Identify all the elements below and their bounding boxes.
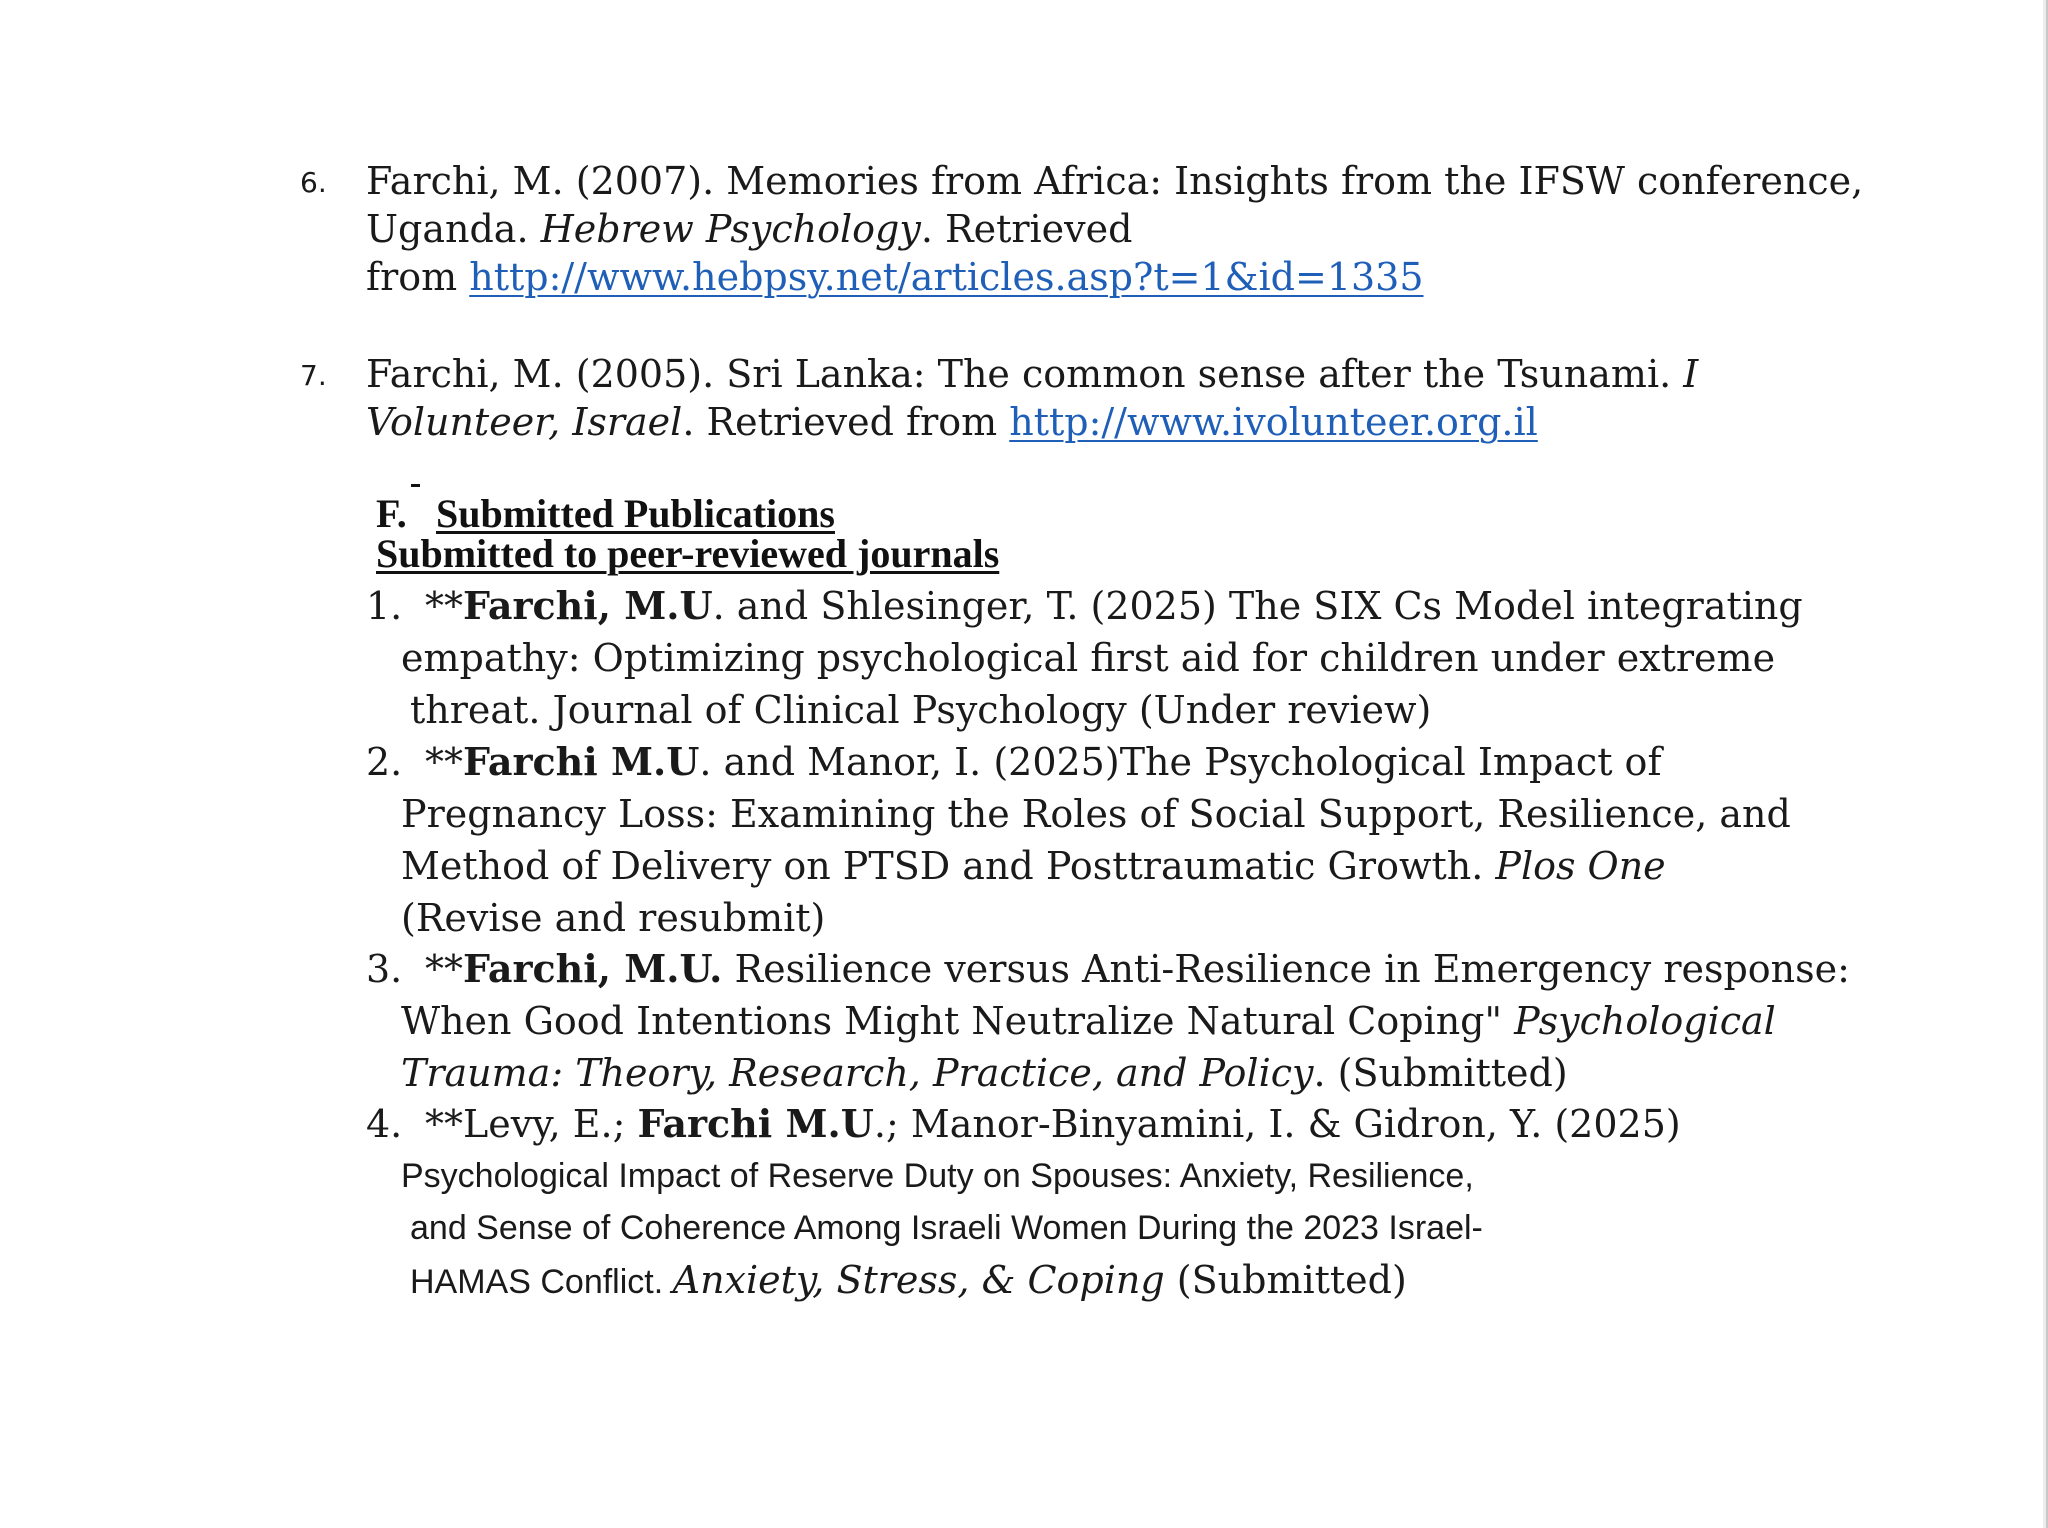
item-line: and Sense of Coherence Among Israeli Women During the 2023 Israel- (410, 1209, 1483, 1247)
item-line: Psychological Impact of Reserve Duty on Spouses: Anxiety, Resilience, (401, 1157, 1474, 1195)
item-line: (Revise and resubmit) (401, 896, 826, 940)
item-line: **Levy, E.; Farchi M.U.; Manor-Binyamini, I. & Gidron, Y. (2025) (425, 1101, 1681, 1146)
item-number: 3. (366, 947, 403, 991)
journal-title: Trauma: Theory, Research, Practice, and Policy (401, 1051, 1314, 1095)
author-bold: Farchi, M.U (463, 583, 713, 628)
section-letter: F. (376, 491, 407, 536)
item-line: **Farchi, M.U. and Shlesinger, T. (2025) The SIX Cs Model integrating (425, 583, 1803, 628)
journal-title: Anxiety, Stress, & Coping (672, 1258, 1165, 1302)
reference-line: Volunteer, Israel. Retrieved from http://www.ivolunteer.org.il (366, 400, 1538, 444)
section-title: Submitted Publications (436, 491, 835, 536)
item-line: empathy: Optimizing psychological first aid for children under extreme (401, 636, 1776, 680)
reference-line: from http://www.hebpsy.net/articles.asp?t=1&id=1335 (366, 255, 1424, 299)
submitted-item-3 (300, 943, 1850, 1099)
item-line: Pregnancy Loss: Examining the Roles of Social Support, Resilience, and (401, 792, 1791, 836)
section-subheading (376, 531, 1000, 576)
author-bold: Farchi, M.U. (463, 946, 723, 991)
item-number: 2. (366, 740, 403, 784)
item-line: **Farchi, M.U. Resilience versus Anti-Resilience in Emergency response: (425, 946, 1850, 991)
item-number: 4. (366, 1102, 403, 1146)
submitted-item-1 (300, 580, 1803, 736)
item-line: Method of Delivery on PTSD and Posttraumatic Growth. Plos One (401, 844, 1666, 888)
reference-line: Uganda. Hebrew Psychology. Retrieved (366, 207, 1133, 251)
author-bold: Farchi M.U (637, 1101, 874, 1146)
item-line: threat. Journal of Clinical Psychology (Under review) (410, 688, 1432, 732)
submitted-item-2 (300, 736, 1791, 944)
reference-number: 7. (300, 359, 327, 392)
journal-title: Hebrew Psychology (540, 207, 921, 251)
item-number: 1. (366, 584, 403, 628)
item-line: When Good Intentions Might Neutralize Natural Coping" Psychological (401, 999, 1776, 1043)
submitted-item-4 (300, 1098, 1760, 1308)
reference-6 (300, 157, 1864, 301)
reference-line: Farchi, M. (2007). Memories from Africa: Insights from the IFSW conference, (366, 159, 1864, 203)
reference-line: Farchi, M. (2005). Sri Lanka: The common sense after the Tsunami. I (366, 352, 1699, 396)
hebpsy-link[interactable]: http://www.hebpsy.net/articles.asp?t=1&id=1335 (469, 255, 1424, 299)
section-heading (376, 491, 835, 536)
stray-mark (411, 484, 420, 487)
author-bold: Farchi M.U (463, 739, 700, 784)
reference-7 (300, 350, 1760, 446)
journal-title: Volunteer, Israel (366, 400, 683, 444)
journal-title: Plos One (1495, 844, 1666, 888)
ivolunteer-link[interactable]: http://www.ivolunteer.org.il (1009, 400, 1538, 444)
item-line: HAMAS Conflict. Anxiety, Stress, & Coping (Submitted) (410, 1258, 1407, 1302)
item-line: **Farchi M.U. and Manor, I. (2025)The Psychological Impact of (425, 739, 1662, 784)
reference-number: 6. (300, 166, 327, 199)
journal-title: Psychological (1514, 999, 1776, 1043)
section-subtitle: Submitted to peer-reviewed journals (376, 531, 1000, 576)
item-line: Trauma: Theory, Research, Practice, and Policy. (Submitted) (401, 1051, 1568, 1095)
